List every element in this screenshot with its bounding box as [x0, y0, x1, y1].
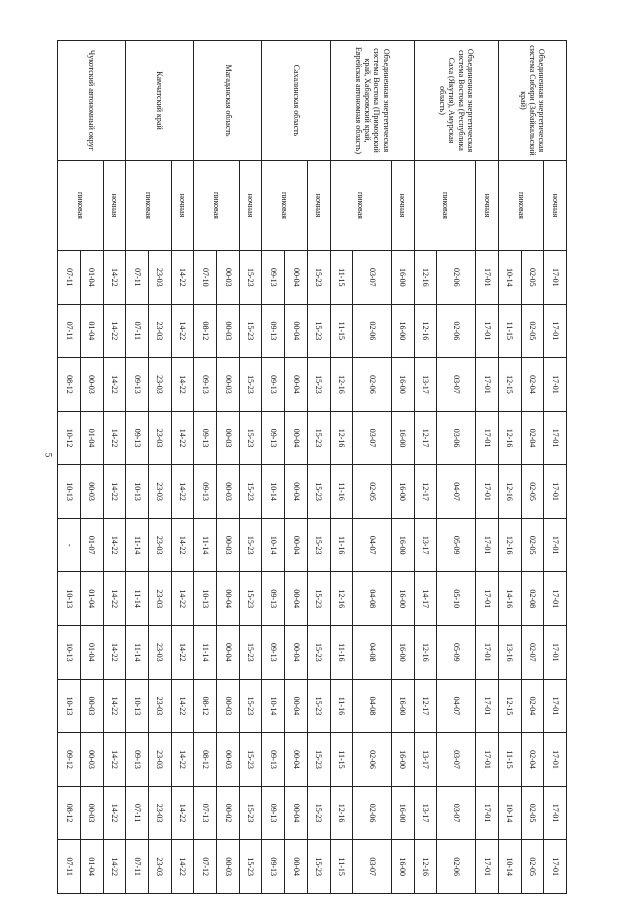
time-interval-cell: 17-01 — [476, 679, 499, 733]
time-interval-cell: 09-13 — [126, 733, 149, 787]
time-interval-cell: 12-16 — [330, 358, 353, 412]
time-interval-cell: 15-23 — [239, 251, 262, 305]
time-interval-cell: 01-04 — [80, 572, 103, 626]
time-interval-cell: 07-10 — [194, 251, 217, 305]
zone-kind: ночная — [307, 161, 330, 251]
time-interval-cell: 02-06 — [353, 358, 392, 412]
zone-kind: ночная — [392, 161, 415, 251]
time-interval-cell: 09-13 — [262, 626, 285, 680]
time-interval-cell: 16-00 — [392, 679, 415, 733]
time-interval-cell: 09-13 — [126, 411, 149, 465]
time-interval-cell: 12-17 — [414, 465, 437, 519]
time-interval-cell: 11-14 — [126, 626, 149, 680]
time-interval-cell: 14-22 — [103, 304, 126, 358]
time-interval-cell: 15-23 — [239, 304, 262, 358]
time-interval-cell: 01-04 — [80, 411, 103, 465]
time-interval-cell: 04-08 — [353, 679, 392, 733]
time-interval-cell: 14-22 — [103, 358, 126, 412]
time-interval-cell: 12-16 — [330, 572, 353, 626]
time-interval-cell: 02-06 — [353, 786, 392, 840]
time-interval-cell: 08-12 — [194, 304, 217, 358]
table-row — [437, 41, 476, 894]
time-interval-cell: 15-23 — [307, 518, 330, 572]
time-interval-cell: 17-01 — [544, 358, 567, 412]
time-interval-cell: 02-04 — [521, 411, 544, 465]
time-interval-cell: 00-03 — [80, 679, 103, 733]
time-interval-cell: 07-11 — [58, 840, 81, 894]
time-interval-cell: 10-12 — [58, 411, 81, 465]
time-interval-cell: 00-04 — [285, 786, 308, 840]
time-interval-cell: 15-23 — [239, 518, 262, 572]
time-interval-cell: 14-22 — [103, 518, 126, 572]
time-interval-cell: 02-06 — [353, 733, 392, 787]
time-interval-cell: 14-17 — [414, 572, 437, 626]
time-interval-cell: 12-16 — [414, 304, 437, 358]
time-interval-cell: 12-16 — [330, 786, 353, 840]
time-interval-cell: 00-04 — [285, 840, 308, 894]
zone-kind: ночная — [476, 161, 499, 251]
time-interval-cell: 15-23 — [307, 251, 330, 305]
table-row — [353, 41, 392, 894]
time-interval-cell: 00-04 — [285, 679, 308, 733]
time-interval-cell: 23-03 — [148, 518, 171, 572]
time-interval-cell: 00-04 — [285, 465, 308, 519]
time-interval-cell: 09-13 — [262, 358, 285, 412]
region-name: Объединенная энергетическая система Востока (Приморский край, Хабаровский край, Еврейская автономная область) — [330, 41, 414, 161]
time-interval-cell: 09-12 — [58, 733, 81, 787]
region-name: Сахалинская область — [262, 41, 330, 161]
time-interval-cell: 11-16 — [330, 626, 353, 680]
time-interval-cell: 16-00 — [392, 840, 415, 894]
time-interval-cell: 11-14 — [194, 518, 217, 572]
time-interval-cell: 17-01 — [544, 786, 567, 840]
region-name: Чукотский автономный округ — [58, 41, 126, 161]
time-interval-cell: 04-08 — [353, 572, 392, 626]
time-interval-cell: 14-22 — [171, 626, 194, 680]
time-interval-cell: 14-22 — [103, 840, 126, 894]
time-interval-cell: 09-13 — [262, 304, 285, 358]
time-interval-cell: 08-12 — [194, 733, 217, 787]
time-interval-cell: 16-00 — [392, 733, 415, 787]
time-interval-cell: 15-23 — [239, 572, 262, 626]
zone-kind: пиковая — [498, 161, 543, 251]
time-interval-cell: 17-01 — [476, 518, 499, 572]
time-interval-cell: 14-22 — [103, 251, 126, 305]
time-interval-cell: 17-01 — [476, 411, 499, 465]
time-interval-cell: 00-04 — [285, 411, 308, 465]
time-interval-cell: 09-13 — [262, 786, 285, 840]
time-interval-cell: 14-22 — [103, 572, 126, 626]
time-interval-cell: 00-03 — [217, 679, 240, 733]
time-interval-cell: 14-22 — [171, 304, 194, 358]
time-interval-cell: 16-00 — [392, 518, 415, 572]
time-interval-cell: 10-14 — [262, 518, 285, 572]
table-row — [239, 41, 262, 894]
time-interval-cell: 00-03 — [217, 733, 240, 787]
time-interval-cell: 00-03 — [217, 358, 240, 412]
time-interval-cell: 00-04 — [285, 572, 308, 626]
time-interval-cell: 17-01 — [476, 572, 499, 626]
region-name: Объединенная энергетическая система Сибири (Забайкальский край) — [498, 41, 566, 161]
time-interval-cell: 14-22 — [171, 358, 194, 412]
time-interval-cell: 02-06 — [353, 304, 392, 358]
table-row — [307, 41, 330, 894]
time-interval-cell: 00-04 — [217, 572, 240, 626]
time-interval-cell: 10-14 — [262, 465, 285, 519]
time-interval-cell: 03-07 — [353, 411, 392, 465]
time-interval-cell: 03-06 — [437, 411, 476, 465]
time-interval-cell: 14-22 — [103, 465, 126, 519]
time-interval-cell: 11-14 — [126, 518, 149, 572]
time-interval-cell: 03-07 — [437, 358, 476, 412]
time-interval-cell: 13-17 — [414, 518, 437, 572]
time-interval-cell: 16-00 — [392, 251, 415, 305]
time-interval-cell: 14-22 — [171, 572, 194, 626]
time-interval-cell: 15-23 — [307, 358, 330, 412]
time-interval-cell: 09-13 — [262, 411, 285, 465]
time-interval-cell: 11-16 — [330, 518, 353, 572]
time-interval-cell: 01-07 — [80, 518, 103, 572]
time-interval-cell: 16-00 — [392, 411, 415, 465]
time-interval-cell: 15-23 — [307, 572, 330, 626]
time-interval-cell: 14-22 — [171, 518, 194, 572]
time-interval-cell: 17-01 — [544, 411, 567, 465]
table-row — [544, 41, 567, 894]
time-interval-cell: 14-22 — [103, 733, 126, 787]
time-interval-cell: 12-15 — [498, 358, 521, 412]
time-interval-cell: 14-22 — [171, 840, 194, 894]
time-interval-cell: 15-23 — [239, 626, 262, 680]
time-interval-cell: 15-23 — [307, 304, 330, 358]
time-interval-cell: 17-01 — [544, 304, 567, 358]
time-interval-cell: 07-11 — [126, 304, 149, 358]
zone-kind: ночная — [103, 161, 126, 251]
time-interval-cell: 10-13 — [194, 572, 217, 626]
time-interval-cell: 14-22 — [171, 465, 194, 519]
time-interval-cell: 16-00 — [392, 572, 415, 626]
time-interval-cell: 15-23 — [239, 840, 262, 894]
time-interval-cell: 14-22 — [171, 786, 194, 840]
time-interval-cell: 17-01 — [476, 733, 499, 787]
table-row — [217, 41, 240, 894]
time-interval-cell: 10-14 — [498, 786, 521, 840]
time-interval-cell: 02-06 — [437, 304, 476, 358]
time-interval-cell: 00-03 — [80, 733, 103, 787]
time-interval-cell: 12-16 — [414, 251, 437, 305]
time-interval-cell: 07-13 — [194, 786, 217, 840]
table-row — [285, 41, 308, 894]
zone-kind: пиковая — [330, 161, 391, 251]
zone-kind: пиковая — [262, 161, 307, 251]
time-interval-cell: 07-11 — [58, 251, 81, 305]
time-interval-cell: 14-22 — [103, 411, 126, 465]
rotated-page — [57, 40, 567, 894]
time-interval-cell: 12-16 — [498, 411, 521, 465]
schedule-table-body — [58, 41, 567, 894]
time-interval-cell: 11-15 — [330, 733, 353, 787]
time-interval-cell: 00-04 — [285, 251, 308, 305]
time-interval-cell: 23-03 — [148, 465, 171, 519]
time-interval-cell: 02-06 — [437, 251, 476, 305]
time-interval-cell: 10-14 — [262, 679, 285, 733]
time-interval-cell: 02-05 — [521, 786, 544, 840]
time-interval-cell: 14-22 — [103, 626, 126, 680]
time-interval-cell: 16-00 — [392, 786, 415, 840]
time-interval-cell: 11-15 — [330, 840, 353, 894]
table-row — [521, 41, 544, 894]
zone-kind: ночная — [544, 161, 567, 251]
time-interval-cell: 17-01 — [476, 626, 499, 680]
time-interval-cell: 10-13 — [58, 572, 81, 626]
time-interval-cell: 15-23 — [239, 465, 262, 519]
time-interval-cell: 10-13 — [58, 626, 81, 680]
time-interval-cell: 00-04 — [285, 304, 308, 358]
time-interval-cell: 10-13 — [58, 465, 81, 519]
time-interval-cell: 12-16 — [498, 465, 521, 519]
time-interval-cell: 07-11 — [126, 251, 149, 305]
time-interval-cell: 11-15 — [498, 733, 521, 787]
table-row — [103, 41, 126, 894]
table-row — [476, 41, 499, 894]
time-interval-cell: 00-04 — [217, 626, 240, 680]
time-interval-cell: 02-08 — [521, 572, 544, 626]
zone-kind: ночная — [171, 161, 194, 251]
time-interval-cell: 01-04 — [80, 251, 103, 305]
time-interval-cell: 17-01 — [476, 840, 499, 894]
table-row — [80, 41, 103, 894]
time-interval-cell: 00-03 — [217, 465, 240, 519]
time-interval-cell: 11-16 — [330, 465, 353, 519]
time-interval-cell: 12-15 — [498, 679, 521, 733]
time-interval-cell: 04-07 — [437, 465, 476, 519]
time-interval-cell: 12-17 — [414, 679, 437, 733]
time-interval-cell: 10-13 — [58, 679, 81, 733]
time-interval-cell: 07-11 — [126, 840, 149, 894]
time-interval-cell: 14-16 — [498, 572, 521, 626]
time-interval-cell: 02-04 — [521, 358, 544, 412]
time-interval-cell: 00-03 — [217, 518, 240, 572]
time-interval-cell: 13-17 — [414, 358, 437, 412]
time-interval-cell: 00-02 — [217, 786, 240, 840]
time-interval-cell: 17-01 — [476, 358, 499, 412]
time-interval-cell: 02-05 — [521, 518, 544, 572]
zone-kind: пиковая — [58, 161, 104, 251]
time-interval-cell: 17-01 — [544, 251, 567, 305]
time-interval-cell: 13-16 — [498, 626, 521, 680]
time-interval-cell: 23-03 — [148, 572, 171, 626]
schedule-table — [57, 40, 567, 894]
time-interval-cell: 08-12 — [194, 679, 217, 733]
time-interval-cell: 03-07 — [353, 251, 392, 305]
time-interval-cell: 17-01 — [476, 786, 499, 840]
zone-kind: пиковая — [194, 161, 239, 251]
time-interval-cell: 01-04 — [80, 626, 103, 680]
time-interval-cell: 23-03 — [148, 840, 171, 894]
time-interval-cell: 15-23 — [239, 411, 262, 465]
time-interval-cell: 14-22 — [171, 679, 194, 733]
time-interval-cell: 14-22 — [171, 251, 194, 305]
time-interval-cell: 16-00 — [392, 358, 415, 412]
time-interval-cell: 08-12 — [58, 358, 81, 412]
time-interval-cell: 12-16 — [414, 626, 437, 680]
time-interval-cell: 17-01 — [544, 465, 567, 519]
time-interval-cell: 13-17 — [414, 786, 437, 840]
time-interval-cell: 15-23 — [239, 679, 262, 733]
time-interval-cell: 02-07 — [521, 626, 544, 680]
time-interval-cell: 23-03 — [148, 733, 171, 787]
time-interval-cell: 17-01 — [544, 572, 567, 626]
time-interval-cell: 15-23 — [307, 626, 330, 680]
time-interval-cell: 11-16 — [330, 679, 353, 733]
zone-kind: пиковая — [126, 161, 171, 251]
time-interval-cell: 17-01 — [544, 840, 567, 894]
time-interval-cell: 03-07 — [437, 733, 476, 787]
time-interval-cell: 12-16 — [330, 411, 353, 465]
time-interval-cell: 02-05 — [521, 251, 544, 305]
time-interval-cell: 16-00 — [392, 304, 415, 358]
time-interval-cell: 00-03 — [217, 411, 240, 465]
time-interval-cell: 10-14 — [498, 840, 521, 894]
time-interval-cell: 00-03 — [80, 465, 103, 519]
time-interval-cell: 23-03 — [148, 679, 171, 733]
time-interval-cell: 17-01 — [544, 626, 567, 680]
time-interval-cell: 00-03 — [217, 304, 240, 358]
time-interval-cell: 10-13 — [126, 679, 149, 733]
time-interval-cell: 17-01 — [544, 679, 567, 733]
time-interval-cell: 00-04 — [285, 626, 308, 680]
time-interval-cell: 14-22 — [171, 733, 194, 787]
time-interval-cell: 00-03 — [80, 358, 103, 412]
time-interval-cell: 07-12 — [194, 840, 217, 894]
region-name: Магаданская область — [194, 41, 262, 161]
time-interval-cell: 11-14 — [194, 626, 217, 680]
region-name: Камчатский край — [126, 41, 194, 161]
time-interval-cell: 17-01 — [544, 518, 567, 572]
time-interval-cell: 15-23 — [239, 358, 262, 412]
time-interval-cell: 23-03 — [148, 786, 171, 840]
time-interval-cell: 15-23 — [307, 465, 330, 519]
time-interval-cell: 17-01 — [476, 304, 499, 358]
time-interval-cell: 09-13 — [126, 358, 149, 412]
time-interval-cell: 23-03 — [148, 251, 171, 305]
time-interval-cell: 11-15 — [330, 251, 353, 305]
time-interval-cell: 16-00 — [392, 465, 415, 519]
time-interval-cell: 07-11 — [58, 304, 81, 358]
time-interval-cell: 09-13 — [194, 465, 217, 519]
time-interval-cell: 11-15 — [330, 304, 353, 358]
time-interval-cell: - — [58, 518, 81, 572]
time-interval-cell: 14-22 — [103, 679, 126, 733]
time-interval-cell: 08-12 — [58, 786, 81, 840]
time-interval-cell: 01-04 — [80, 840, 103, 894]
time-interval-cell: 15-23 — [239, 733, 262, 787]
time-interval-cell: 04-07 — [353, 518, 392, 572]
page-number: 5 — [43, 452, 54, 458]
time-interval-cell: 09-13 — [262, 251, 285, 305]
time-interval-cell: 10-13 — [126, 465, 149, 519]
time-interval-cell: 02-05 — [521, 304, 544, 358]
time-interval-cell: 02-04 — [521, 679, 544, 733]
time-interval-cell: 04-08 — [353, 626, 392, 680]
time-interval-cell: 12-16 — [414, 840, 437, 894]
time-interval-cell: 23-03 — [148, 626, 171, 680]
time-interval-cell: 23-03 — [148, 304, 171, 358]
time-interval-cell: 09-13 — [194, 358, 217, 412]
time-interval-cell: 00-04 — [285, 518, 308, 572]
time-interval-cell: 12-16 — [498, 518, 521, 572]
time-interval-cell: 02-05 — [521, 465, 544, 519]
time-interval-cell: 05-09 — [437, 626, 476, 680]
time-interval-cell: 15-23 — [307, 733, 330, 787]
time-interval-cell: 17-01 — [476, 251, 499, 305]
table-row — [171, 41, 194, 894]
time-interval-cell: 02-04 — [521, 733, 544, 787]
time-interval-cell: 04-07 — [437, 679, 476, 733]
time-interval-cell: 15-23 — [307, 786, 330, 840]
time-interval-cell: 09-13 — [262, 733, 285, 787]
time-interval-cell: 14-22 — [103, 786, 126, 840]
time-interval-cell: 07-11 — [126, 786, 149, 840]
time-interval-cell: 02-05 — [521, 840, 544, 894]
table-row — [392, 41, 415, 894]
time-interval-cell: 15-23 — [307, 411, 330, 465]
time-interval-cell: 17-01 — [476, 465, 499, 519]
time-interval-cell: 03-07 — [353, 840, 392, 894]
time-interval-cell: 02-06 — [437, 840, 476, 894]
time-interval-cell: 02-05 — [353, 465, 392, 519]
time-interval-cell: 05-09 — [437, 518, 476, 572]
time-interval-cell: 11-14 — [126, 572, 149, 626]
time-interval-cell: 23-03 — [148, 411, 171, 465]
time-interval-cell: 09-13 — [194, 411, 217, 465]
time-interval-cell: 13-17 — [414, 733, 437, 787]
time-interval-cell: 09-13 — [262, 840, 285, 894]
table-row — [148, 41, 171, 894]
time-interval-cell: 00-04 — [285, 733, 308, 787]
zone-kind: ночная — [239, 161, 262, 251]
time-interval-cell: 14-22 — [171, 411, 194, 465]
time-interval-cell: 00-03 — [217, 251, 240, 305]
time-interval-cell: 23-03 — [148, 358, 171, 412]
time-interval-cell: 05-10 — [437, 572, 476, 626]
time-interval-cell: 15-23 — [307, 840, 330, 894]
time-interval-cell: 17-01 — [544, 733, 567, 787]
zone-kind: пиковая — [414, 161, 475, 251]
region-name: Объединенная энергетическая система Востока (Республика Саха (Якутия), Амурская область) — [414, 41, 498, 161]
time-interval-cell: 12-17 — [414, 411, 437, 465]
time-interval-cell: 10-14 — [498, 251, 521, 305]
time-interval-cell: 16-00 — [392, 626, 415, 680]
time-interval-cell: 09-13 — [262, 572, 285, 626]
time-interval-cell: 00-04 — [285, 358, 308, 412]
time-interval-cell: 11-15 — [498, 304, 521, 358]
time-interval-cell: 01-04 — [80, 304, 103, 358]
time-interval-cell: 15-23 — [307, 679, 330, 733]
time-interval-cell: 00-03 — [80, 786, 103, 840]
time-interval-cell: 00-03 — [217, 840, 240, 894]
time-interval-cell: 03-07 — [437, 786, 476, 840]
time-interval-cell: 15-23 — [239, 786, 262, 840]
